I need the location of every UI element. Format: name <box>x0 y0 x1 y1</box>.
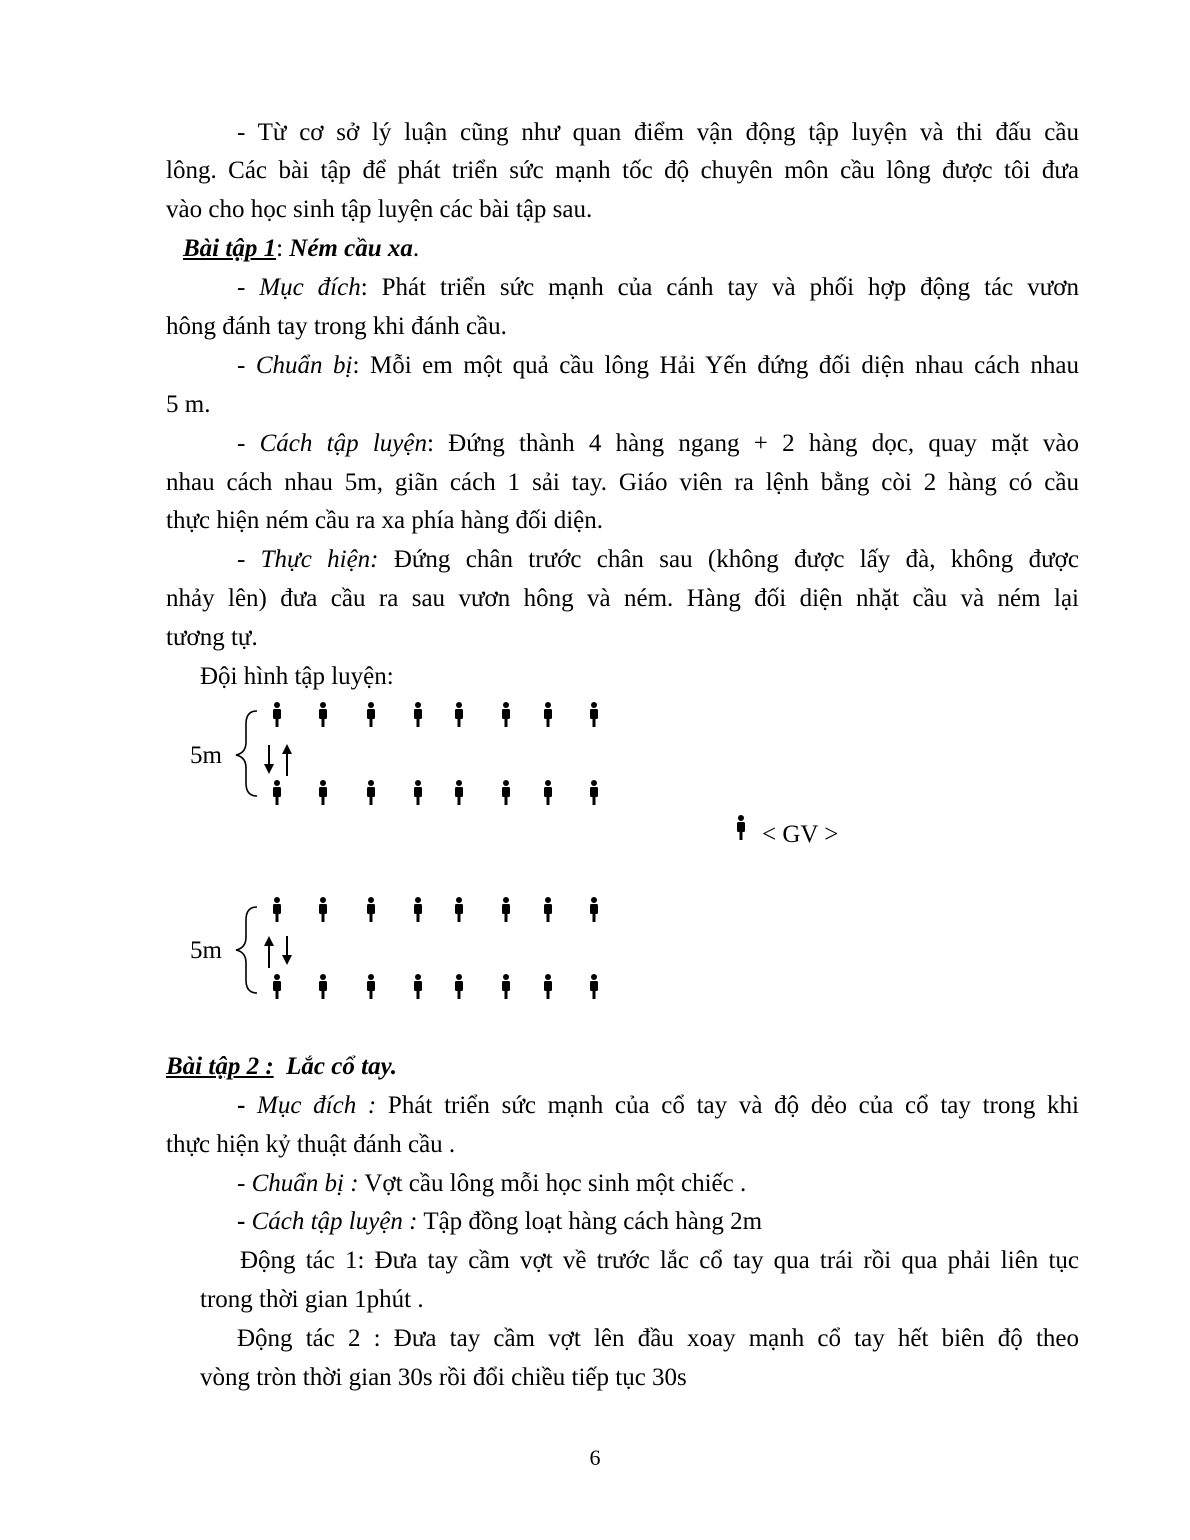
arrow-up-head-icon <box>264 936 274 946</box>
arrow-down-head-icon <box>282 955 292 965</box>
arrow-down-head-icon <box>264 764 274 774</box>
student-person-icon <box>319 974 327 999</box>
ex1-chuan-bi-line-1: - Chuẩn bị: Mỗi em một quả cầu lông Hải Yến đứng đối diện nhau cách nhau <box>237 352 1079 379</box>
student-person-icon <box>502 974 510 999</box>
ex1-cach-text: : Đứng thành 4 hàng ngang + 2 hàng dọc, quay mặt vào <box>426 430 1080 457</box>
people-layer <box>273 702 745 999</box>
ex2-muc-dich-label: Mục đích : <box>257 1092 377 1119</box>
student-person-icon <box>455 780 463 805</box>
ex2-dong-tac-1-line-1: Động tác 1: Đưa tay cầm vợt về trước lắc cổ tay qua trái rồi qua phải liên tục <box>240 1247 1079 1274</box>
student-person-icon <box>367 897 375 922</box>
ex2-muc-dich-text: Phát triển sức mạnh của cổ tay và độ dẻo của cổ tay trong khi <box>376 1092 1080 1119</box>
brace-1 <box>236 711 257 796</box>
student-person-icon <box>319 897 327 922</box>
teacher-person-icon <box>737 815 745 840</box>
ex1-thuc-hien-label: Thực hiện: <box>260 546 379 573</box>
intro-line-2: lông. Các bài tập để phát triển sức mạnh tốc độ chuyên môn cầu lông được tôi đưa <box>166 157 1079 184</box>
student-person-icon <box>273 897 281 922</box>
student-person-icon <box>273 780 281 805</box>
student-person-icon <box>414 974 422 999</box>
ex1-thuc-hien-text: Đứng chân trước chân sau (không được lấy đà, không được <box>378 546 1079 573</box>
ex1-muc-dich-text: : Phát triển sức mạnh của cánh tay và phối hợp động tác vươn <box>360 274 1080 301</box>
ex2-cach-line <box>237 1207 762 1237</box>
ex2-cach-text: Tập đồng loạt hàng cách hàng 2m <box>417 1208 763 1235</box>
student-person-icon <box>544 780 552 805</box>
distance-label-2: 5m <box>190 937 222 964</box>
ex1-muc-dich-line-2: hông đánh tay trong khi đánh cầu. <box>166 313 507 340</box>
intro-line-1: - Từ cơ sở lý luận cũng như quan điểm vận động tập luyện và thi đấu cầu <box>237 119 1079 146</box>
ex1-cach-line-2: nhau cách nhau 5m, giãn cách 1 sải tay. Giáo viên ra lệnh bằng còi 2 hàng có cầu <box>166 469 1079 496</box>
student-person-icon <box>367 702 375 727</box>
ex2-dong-tac-2-line-2: vòng tròn thời gian 30s rồi đổi chiều tiếp tục 30s <box>200 1364 687 1391</box>
ex1-heading-title: Ném cầu xa <box>289 235 413 262</box>
distance-label-1: 5m <box>190 742 222 769</box>
student-person-icon <box>414 780 422 805</box>
ex2-cach-dash: - <box>237 1208 246 1235</box>
ex1-chuan-bi-line-2: 5 m. <box>166 391 211 418</box>
ex1-muc-dich-line-1: - Mục đích: Phát triển sức mạnh của cánh tay và phối hợp động tác vươn <box>237 274 1080 301</box>
ex1-thuc-hien-line-2: nhảy lên) đưa cầu ra sau vươn hông và ném. Hàng đối diện nhặt cầu và ném lại <box>166 585 1079 612</box>
ex2-heading-title: Lắc cổ tay. <box>286 1053 397 1080</box>
arrows-2 <box>264 936 292 968</box>
student-person-icon <box>414 702 422 727</box>
ex2-heading-label: Bài tập 2 : <box>166 1053 274 1080</box>
brace-2 <box>236 907 257 993</box>
student-person-icon <box>590 702 598 727</box>
ex1-heading-end: . <box>412 235 420 262</box>
student-person-icon <box>414 897 422 922</box>
ex1-chuan-bi-text: : Mỗi em một quả cầu lông Hải Yến đứng đối diện nhau cách nhau <box>352 352 1079 379</box>
student-person-icon <box>455 702 463 727</box>
student-person-icon <box>273 974 281 999</box>
student-person-icon <box>455 897 463 922</box>
arrow-up-head-icon <box>282 744 292 754</box>
student-person-icon <box>319 702 327 727</box>
ex2-chuan-bi-label: - Chuẩn bị : <box>237 1170 359 1197</box>
student-person-icon <box>367 974 375 999</box>
student-person-icon <box>502 897 510 922</box>
student-person-icon <box>544 897 552 922</box>
ex1-thuc-hien-line-1: - Thực hiện: Đứng chân trước chân sau (không được lấy đà, không được <box>237 546 1079 573</box>
student-person-icon <box>544 702 552 727</box>
ex2-muc-dich-dash: - <box>237 1092 246 1119</box>
student-person-icon <box>367 780 375 805</box>
ex1-muc-dich-label: Mục đích <box>259 274 361 301</box>
ex1-formation-label: Đội hình tập luyện: <box>200 663 394 690</box>
student-person-icon <box>590 974 598 999</box>
ex1-cach-label: Cách tập luyện <box>259 430 427 457</box>
ex2-dong-tac-1-line-2: trong thời gian 1phút . <box>200 1286 424 1313</box>
teacher-label: < GV > <box>762 821 839 848</box>
student-person-icon <box>590 780 598 805</box>
student-person-icon <box>502 780 510 805</box>
ex1-cach-line-3: thực hiện ném cầu ra xa phía hàng đối diện. <box>166 507 604 534</box>
page-number: 6 <box>589 1445 601 1470</box>
ex2-heading <box>166 1052 397 1082</box>
intro-line-3: vào cho học sinh tập luyện các bài tập sau. <box>166 196 593 223</box>
ex2-muc-dich-line-2: thực hiện kỷ thuật đánh cầu . <box>166 1131 456 1158</box>
ex1-chuan-bi-label: Chuẩn bị <box>255 352 353 379</box>
ex1-heading-sep: : <box>276 235 284 262</box>
ex2-muc-dich-line-1 <box>237 1091 1079 1121</box>
ex2-cach-label: Cách tập luyện : <box>251 1208 418 1235</box>
ex1-cach-line-1: - Cách tập luyện: Đứng thành 4 hàng ngang + 2 hàng dọc, quay mặt vào <box>237 430 1080 457</box>
ex1-thuc-hien-line-3: tương tự. <box>166 624 258 651</box>
student-person-icon <box>590 897 598 922</box>
student-person-icon <box>455 974 463 999</box>
ex2-chuan-bi-text: Vợt cầu lông mỗi học sinh một chiếc . <box>358 1170 747 1197</box>
ex2-dong-tac-2-line-1: Động tác 2 : Đưa tay cầm vợt lên đầu xoay mạnh cổ tay hết biên độ theo <box>237 1325 1079 1352</box>
student-person-icon <box>544 974 552 999</box>
student-person-icon <box>319 780 327 805</box>
ex1-heading-label: Bài tập 1 <box>183 235 277 262</box>
student-person-icon <box>502 702 510 727</box>
student-person-icon <box>273 702 281 727</box>
ex2-chuan-bi-line <box>237 1169 746 1199</box>
arrows-1 <box>264 744 292 776</box>
